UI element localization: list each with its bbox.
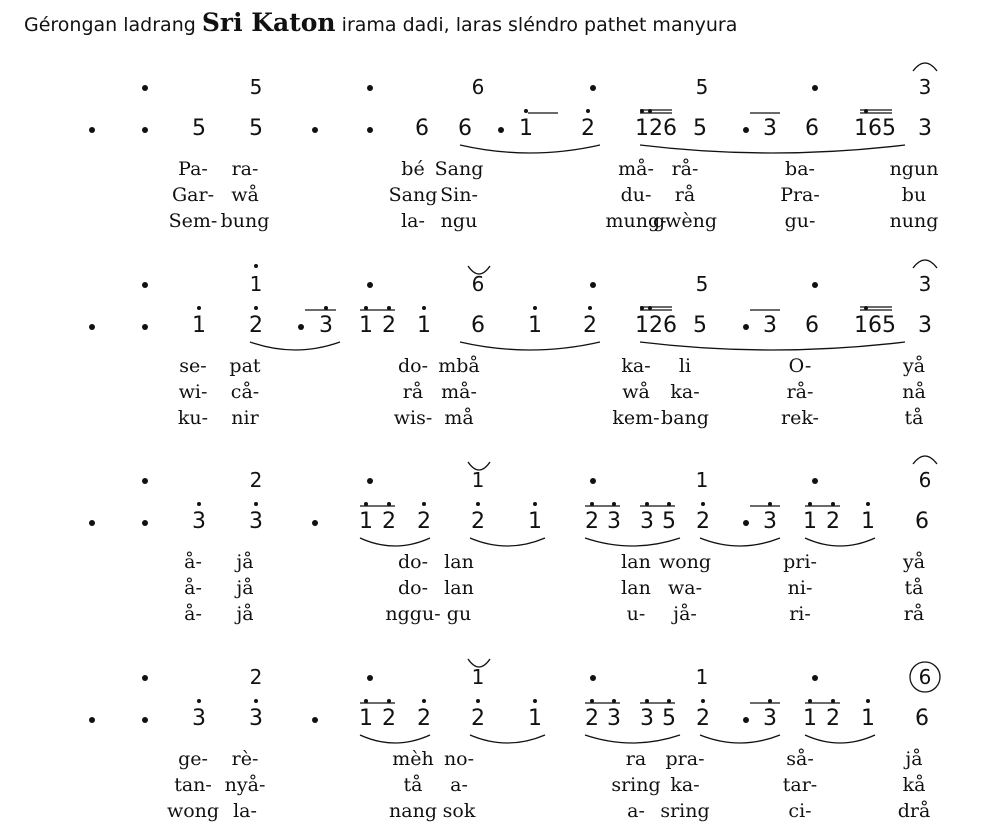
lyric-syllable: lan [621, 577, 651, 599]
lyric-syllable: å- [184, 551, 202, 573]
lyric-syllable: nå [902, 381, 926, 403]
gerongan-note: 3 [763, 509, 777, 534]
gerongan-note: 2 [471, 706, 485, 731]
balungan-note [812, 675, 818, 681]
lyric-syllable: gu [446, 603, 472, 625]
balungan-note: 3 [918, 272, 932, 296]
high-dot [197, 502, 201, 506]
balungan-note: 1 [249, 272, 263, 296]
gerongan-note: 6 [415, 116, 429, 141]
slur [470, 538, 545, 546]
high-dot [588, 306, 592, 310]
lyric-syllable: Sem- [168, 210, 218, 232]
lyric-syllable: gwèng [652, 210, 718, 232]
title-prefix: Gérongan ladrang [24, 14, 196, 36]
high-dot [524, 109, 528, 113]
high-dot [533, 306, 537, 310]
high-dot [476, 699, 480, 703]
gerongan-note: 2 [696, 509, 710, 534]
slur [585, 538, 680, 546]
high-dot [590, 502, 594, 506]
lyric-syllable: ka- [621, 355, 651, 377]
lyric-syllable: wong [166, 800, 220, 822]
gerongan-note: 6 [915, 706, 929, 731]
gerongan-note: 3 [192, 706, 206, 731]
gerongan-note: 6 [471, 313, 485, 338]
gerongan-note: 1 [861, 706, 875, 731]
high-dot [866, 699, 870, 703]
balungan-note: 5 [695, 272, 709, 296]
gerongan-note: 1 [861, 509, 875, 534]
high-dot [648, 306, 652, 310]
lyric-syllable: må- [441, 381, 477, 403]
gerongan-note [89, 520, 95, 526]
gerongan-note: 1 [417, 313, 431, 338]
slur [460, 145, 600, 153]
gerongan-note: 2 [417, 509, 431, 534]
gerongan-note: 2 [249, 313, 263, 338]
high-dot [422, 306, 426, 310]
lyric-syllable: se- [179, 355, 207, 377]
high-dot [701, 502, 705, 506]
lyric-syllable: bung [220, 210, 270, 232]
gerongan-note: 3 [640, 509, 654, 534]
slur [460, 342, 600, 350]
high-dot [254, 502, 258, 506]
lyric-syllable: gu- [784, 210, 816, 232]
gerongan-note [367, 127, 373, 133]
lyric-syllable: a- [627, 800, 645, 822]
gerongan-note [142, 127, 148, 133]
high-dot [364, 502, 368, 506]
high-dot [590, 699, 594, 703]
lyric-syllable: tå [403, 774, 423, 796]
lyric-syllable: mung- [605, 210, 667, 232]
lyric-syllable: O- [788, 355, 812, 377]
lyric-syllable: jå [236, 577, 254, 599]
gerongan-note [142, 324, 148, 330]
balungan-note: 5 [249, 75, 263, 99]
balungan-note [142, 478, 148, 484]
lyric-syllable: jå [905, 748, 923, 770]
gerongan-note: 5 [662, 509, 676, 534]
lyric-syllable: sok [442, 800, 476, 822]
gerongan-note: 3 [763, 116, 777, 141]
slur [470, 735, 545, 743]
gerongan-note: 2 [585, 509, 599, 534]
slur [640, 342, 905, 350]
lyric-syllable: nyå- [224, 774, 266, 796]
gerongan-note: 2 [417, 706, 431, 731]
lyric-syllable: nggu- [385, 603, 441, 625]
lyric-syllable: rek- [781, 407, 819, 429]
gerongan-note: 126 [635, 116, 677, 141]
lyric-syllable: li [678, 355, 692, 377]
lyric-syllable: nang [389, 800, 437, 822]
page-title [24, 8, 737, 37]
balungan-note [590, 282, 596, 288]
lyric-syllable: Pa- [178, 158, 208, 180]
lyric-syllable: ra- [231, 158, 259, 180]
balungan-note [367, 85, 373, 91]
lyric-syllable: bang [661, 407, 709, 429]
high-dot [387, 306, 391, 310]
gerongan-note: 3 [319, 313, 333, 338]
high-dot [197, 699, 201, 703]
gerongan-note [312, 520, 318, 526]
gong-arc [913, 63, 937, 71]
high-dot [768, 699, 772, 703]
high-dot [640, 109, 644, 113]
gerongan-note: 3 [607, 706, 621, 731]
gerongan-note: 2 [585, 706, 599, 731]
gerongan-note: 3 [640, 706, 654, 731]
gerongan-note: 3 [918, 313, 932, 338]
balungan-note: 2 [249, 665, 263, 689]
balungan-note: 1 [695, 665, 709, 689]
slur [805, 538, 875, 546]
high-dot [533, 699, 537, 703]
slur [700, 538, 780, 546]
high-dot [364, 699, 368, 703]
lyric-syllable: pat [229, 355, 261, 377]
gerongan-note: 2 [826, 509, 840, 534]
high-dot [864, 306, 868, 310]
lyric-syllable: rå [674, 184, 696, 206]
gerongan-note [142, 717, 148, 723]
gerongan-note: 3 [249, 706, 263, 731]
lyric-syllable: nir [231, 407, 259, 429]
gerongan-note: 1 [528, 509, 542, 534]
gerongan-note [298, 324, 304, 330]
lyric-syllable: la- [401, 210, 425, 232]
slur [360, 735, 430, 743]
balungan-note [367, 675, 373, 681]
lyric-syllable: wi- [178, 381, 208, 403]
lyric-syllable: rå- [671, 158, 699, 180]
high-dot [612, 502, 616, 506]
lyric-syllable: rå [402, 381, 424, 403]
balungan-note [142, 85, 148, 91]
gerongan-note: 1 [359, 313, 373, 338]
gerongan-note: 165 [854, 116, 896, 141]
gerongan-note: 1 [528, 706, 542, 731]
lyric-syllable: jå- [673, 603, 697, 625]
gerongan-note: 3 [249, 509, 263, 534]
lyric-syllable: tar- [782, 774, 818, 796]
gerongan-note: 1 [528, 313, 542, 338]
gerongan-note [743, 127, 749, 133]
lyric-syllable: bu [901, 184, 927, 206]
lyric-syllable: sring [660, 800, 710, 822]
gerongan-note: 1 [359, 706, 373, 731]
gerongan-note: 3 [763, 313, 777, 338]
gerongan-note: 5 [693, 116, 707, 141]
gerongan-note: 1 [519, 116, 533, 141]
high-dot [364, 306, 368, 310]
lyric-syllable: bé [401, 158, 425, 180]
balungan-note: 3 [918, 75, 932, 99]
lyric-syllable: nung [889, 210, 939, 232]
high-dot [197, 306, 201, 310]
gerongan-note [142, 520, 148, 526]
high-dot [324, 306, 328, 310]
title-name: Sri Katon [201, 8, 336, 37]
lyric-syllable: å- [184, 577, 202, 599]
lyric-syllable: a- [450, 774, 468, 796]
balungan-note: 5 [695, 75, 709, 99]
slur [805, 735, 875, 743]
lyric-syllable: wå [622, 381, 650, 403]
lyric-syllable: wis- [393, 407, 433, 429]
gerongan-note: 165 [854, 313, 896, 338]
balungan-note [590, 85, 596, 91]
lyric-syllable: kå [902, 774, 926, 796]
balungan-note [812, 85, 818, 91]
slur [640, 145, 905, 153]
balungan-note [590, 478, 596, 484]
high-dot [831, 502, 835, 506]
high-dot [422, 699, 426, 703]
lyric-syllable: yå [902, 551, 926, 573]
slur [700, 735, 780, 743]
lyric-syllable: Sin- [440, 184, 478, 206]
gerongan-note [498, 127, 504, 133]
lyric-syllable: rå- [786, 381, 814, 403]
lyric-syllable: ngu [440, 210, 478, 232]
gerongan-note: 2 [826, 706, 840, 731]
lyric-syllable: yå [902, 355, 926, 377]
high-dot [476, 502, 480, 506]
high-dot [586, 109, 590, 113]
lyric-syllable: wa- [667, 577, 703, 599]
gerongan-note: 2 [583, 313, 597, 338]
high-dot [422, 502, 426, 506]
high-dot [254, 699, 258, 703]
high-dot [645, 699, 649, 703]
gerongan-note [89, 717, 95, 723]
gerongan-note: 1 [803, 706, 817, 731]
lyric-syllable: tan- [174, 774, 212, 796]
lyric-syllable: no- [443, 748, 475, 770]
high-dot [808, 502, 812, 506]
gerongan-note: 2 [382, 313, 396, 338]
lyric-syllable: jå [236, 603, 254, 625]
lyric-syllable: do- [397, 551, 429, 573]
lyric-syllable: lan [621, 551, 651, 573]
balungan-note [142, 675, 148, 681]
gerongan-note: 1 [359, 509, 373, 534]
lyric-syllable: lan [444, 551, 474, 573]
high-dot [808, 699, 812, 703]
high-dot [612, 699, 616, 703]
high-dot [387, 699, 391, 703]
balungan-note: 1 [471, 468, 485, 492]
slur [360, 538, 430, 546]
balungan-note [367, 478, 373, 484]
balungan-note [367, 282, 373, 288]
lyric-syllable: ku- [177, 407, 209, 429]
balungan-note: 6 [471, 272, 485, 296]
lyric-syllable: Sang [434, 158, 484, 180]
lyric-syllable: ba- [785, 158, 815, 180]
lyric-syllable: pra- [665, 748, 705, 770]
gerongan-note [312, 717, 318, 723]
gerongan-note: 2 [382, 509, 396, 534]
lyric-syllable: må [444, 407, 474, 429]
gerongan-note: 2 [696, 706, 710, 731]
gerongan-note: 6 [805, 313, 819, 338]
high-dot [254, 264, 258, 268]
lyric-syllable: ge- [178, 748, 208, 770]
high-dot [254, 306, 258, 310]
gerongan-note: 3 [918, 116, 932, 141]
gerongan-note [743, 717, 749, 723]
slur [250, 342, 340, 350]
lyric-syllable: å- [184, 603, 202, 625]
lyric-syllable: mbå [438, 355, 480, 377]
lyric-syllable: rå [903, 603, 925, 625]
gerongan-note: 1 [803, 509, 817, 534]
lyric-syllable: tå [904, 407, 924, 429]
lyric-syllable: wong [658, 551, 712, 573]
balungan-note: 6 [918, 665, 932, 689]
lyric-syllable: mèh [392, 748, 434, 770]
gerongan-note: 2 [382, 706, 396, 731]
gerongan-note [743, 520, 749, 526]
lyric-syllable: cå- [230, 381, 260, 403]
gerongan-note [89, 127, 95, 133]
gerongan-note: 5 [249, 116, 263, 141]
gerongan-note [312, 127, 318, 133]
lyric-syllable: ri- [789, 603, 811, 625]
gerongan-note [743, 324, 749, 330]
gerongan-note: 5 [192, 116, 206, 141]
lyric-syllable: ra [625, 748, 647, 770]
lyric-syllable: Pra- [780, 184, 820, 206]
lyric-syllable: do- [397, 355, 429, 377]
balungan-note [812, 478, 818, 484]
high-dot [864, 109, 868, 113]
lyric-syllable: tå [904, 577, 924, 599]
gerongan-note: 126 [635, 313, 677, 338]
balungan-note: 2 [249, 468, 263, 492]
gong-arc [913, 260, 937, 268]
gerongan-note: 5 [693, 313, 707, 338]
high-dot [640, 306, 644, 310]
lyric-syllable: jå [236, 551, 254, 573]
high-dot [866, 502, 870, 506]
lyric-syllable: må- [618, 158, 654, 180]
gerongan-note [89, 324, 95, 330]
balungan-note: 6 [918, 468, 932, 492]
gerongan-note: 3 [763, 706, 777, 731]
lyric-syllable: rè- [231, 748, 259, 770]
lyric-syllable: ngun [889, 158, 939, 180]
high-dot [667, 502, 671, 506]
gerongan-note: 2 [471, 509, 485, 534]
gerongan-note: 5 [662, 706, 676, 731]
lyric-syllable: ka- [670, 774, 700, 796]
lyric-syllable: lan [444, 577, 474, 599]
high-dot [648, 109, 652, 113]
lyric-syllable: kem- [612, 407, 660, 429]
gerongan-note: 1 [192, 313, 206, 338]
high-dot [645, 502, 649, 506]
lyric-syllable: la- [233, 800, 257, 822]
lyric-syllable: du- [620, 184, 652, 206]
title-suffix: irama dadi, laras sléndro pathet manyura [341, 14, 738, 36]
high-dot [533, 502, 537, 506]
high-dot [387, 502, 391, 506]
gerongan-note: 3 [607, 509, 621, 534]
gerongan-note: 6 [805, 116, 819, 141]
lyric-syllable: pri- [783, 551, 817, 573]
high-dot [701, 699, 705, 703]
lyric-syllable: u- [626, 603, 646, 625]
lyric-syllable: ni- [787, 577, 813, 599]
high-dot [831, 699, 835, 703]
gerongan-note: 6 [458, 116, 472, 141]
gong-arc [913, 456, 937, 464]
lyric-syllable: ka- [670, 381, 700, 403]
lyric-syllable: do- [397, 577, 429, 599]
lyric-syllable: så- [786, 748, 814, 770]
gerongan-note: 3 [192, 509, 206, 534]
lyric-syllable: wå [231, 184, 259, 206]
balungan-note [590, 675, 596, 681]
gerongan-note: 2 [581, 116, 595, 141]
high-dot [667, 699, 671, 703]
lyric-syllable: Sang [388, 184, 438, 206]
gerongan-note: 6 [915, 509, 929, 534]
lyric-syllable: sring [611, 774, 661, 796]
balungan-note: 6 [471, 75, 485, 99]
balungan-note: 1 [695, 468, 709, 492]
balungan-note [812, 282, 818, 288]
lyric-syllable: drå [897, 800, 931, 822]
balungan-note [142, 282, 148, 288]
balungan-note: 1 [471, 665, 485, 689]
slur [585, 735, 680, 743]
high-dot [768, 502, 772, 506]
lyric-syllable: Gar- [171, 184, 215, 206]
lyric-syllable: ci- [788, 800, 812, 822]
